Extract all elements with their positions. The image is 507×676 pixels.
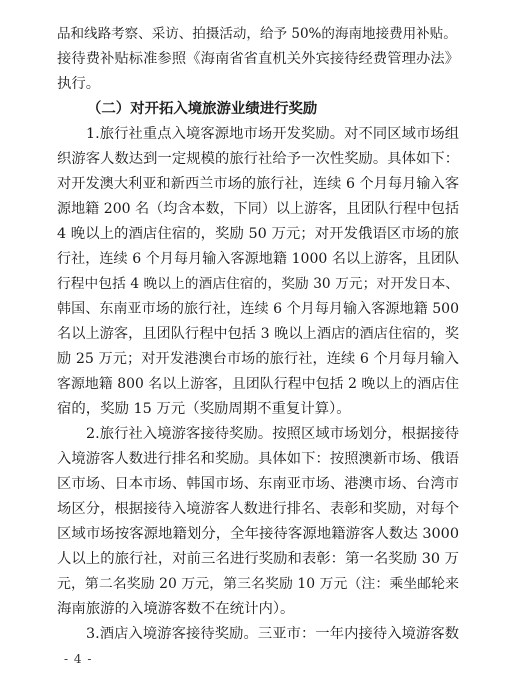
text-line: 客源地籍 800 名以上游客，且团队行程中包括 2 晚以上的酒店住 [57, 376, 459, 392]
text-line: 接待费补贴标准参照《海南省省直机关外宾接待经费管理办法》 [57, 51, 459, 67]
text-line: 区市场、日本市场、韩国市场、东南亚市场、港澳市场、台湾市 [57, 476, 459, 492]
text-line: 名以上游客，且团队行程中包括 3 晚以上酒店的酒店住宿的，奖 [57, 326, 459, 342]
document-body [57, 22, 459, 647]
text-line: 1.旅行社重点入境客源地市场开发奖励。对不同区域市场组 [86, 126, 459, 142]
text-line: 对开发澳大利亚和新西兰市场的旅行社，连续 6 个月每月输入客 [57, 176, 459, 192]
text-line: 3.酒店入境游客接待奖励。三亚市：一年内接待入境游客数 [86, 626, 459, 642]
text-line: 行社，连续 6 个月每月输入客源地籍 1000 名以上游客，且团队 [57, 251, 459, 267]
text-line: 2.旅行社入境游客接待奖励。按照区域市场划分，根据接待 [86, 426, 459, 442]
text-line: 人以上的旅行社，对前三名进行奖励和表彰：第一名奖励 30 万 [57, 551, 459, 567]
text-line: 场区分，根据接待入境游客人数进行排名、表彰和奖励，对每个 [57, 501, 459, 517]
text-line: 海南旅游的入境游客数不在统计内）。 [57, 601, 295, 617]
text-line: 品和线路考察、采访、拍摄活动，给予 50%的海南地接费用补贴。 [57, 26, 457, 42]
text-line: 源地籍 200 名（均含本数，下同）以上游客，且团队行程中包括 [57, 201, 459, 217]
page-number: - 4 - [64, 652, 93, 666]
text-line: 励 25 万元；对开发港澳台市场的旅行社，连续 6 个月每月输入 [57, 351, 459, 367]
text-line: 元，第二名奖励 20 万元，第三名奖励 10 万元（注：乘坐邮轮来 [57, 576, 459, 592]
section-heading: （二）对开拓入境旅游业绩进行奖励 [87, 101, 318, 117]
text-line: 行程中包括 4 晚以上的酒店住宿的，奖励 30 万元；对开发日本、 [57, 276, 459, 292]
text-line: 韩国、东南亚市场的旅行社，连续 6 个月每月输入客源地籍 500 [57, 301, 459, 317]
text-line: 执行。 [57, 76, 101, 92]
text-line: 织游客人数达到一定规模的旅行社给予一次性奖励。具体如下： [57, 151, 459, 167]
text-line: 入境游客人数进行排名和奖励。具体如下：按照澳新市场、俄语 [57, 451, 459, 467]
text-line: 4 晚以上的酒店住宿的，奖励 50 万元；对开发俄语区市场的旅 [57, 226, 459, 242]
text-line: 区域市场按客源地籍划分，全年接待客源地籍游客人数达 3000 [57, 526, 459, 542]
text-line: 宿的，奖励 15 万元（奖励周期不重复计算）。 [57, 401, 351, 417]
